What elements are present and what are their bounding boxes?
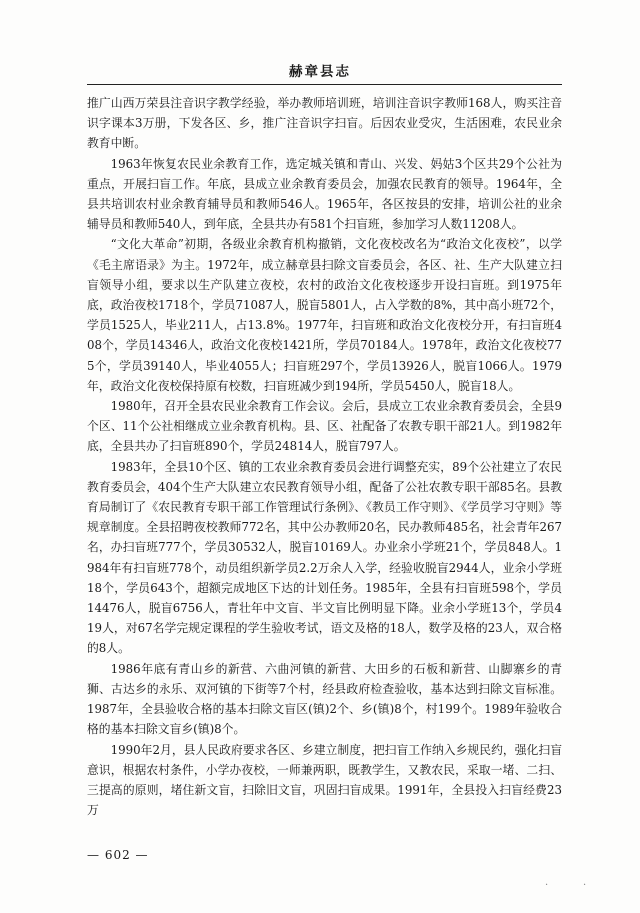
paragraph-cultural-revolution: “文化大革命”初期，各级业余教育机构撤销，文化夜校改名为“政治文化夜校”，以学《毛主席语录》为主。1972年，成立赫章县扫除文盲委员会，各区、社、生产大队建立扫盲领导小组，要求以生产队建立夜校，农村的政治文化夜校逐步开设扫盲班。到1975年底，政治夜校1718个，学员71087人，脱盲5801人，占入学数的8%，其中高小班72个，学员1525人，毕业211人，占13.8%。1977年，扫盲班和政治文化夜校分开，有扫盲班408个，学员14346人，政治文化夜校1421所，学员70184人。1978年，政治文化夜校775个，学员39140人，毕业4055人；扫盲班297个，学员13926人，脱盲1066人。1979年，政治文化夜校保持原有校数，扫盲班减少到194所，学员5450人，脱盲18人。 — [87, 237, 562, 393]
running-header-title: 赫章县志 — [289, 64, 351, 80]
scan-speck: · — [545, 880, 549, 891]
scan-speck: · — [583, 880, 587, 891]
paragraph-1990: 1990年2月，县人民政府要求各区、乡建立制度，把扫盲工作纳入乡规民约，强化扫盲意识，根据农村条件，小学办夜校，一师兼两职，既教学生，又教农民，采取一堵、二扫、三提高的原则，堵住新文盲，扫除旧文盲，巩固扫盲成果。1991年，全县投入扫盲经费23万 — [87, 742, 562, 818]
paragraph-1963: 1963年恢复农民业余教育工作，选定城关镇和青山、兴发、妈姑3个区共29个公社为重点，开展扫盲工作。年底，县成立业余教育委员会，加强农民教育的领导。1964年，全县共培训农村业余教育辅导员和教师546人。1965年，各区按县的安排，培训公社的业余辅导员和教师540人，到年底，全县共办有581个扫盲班，参加学习人数11208人。 — [87, 156, 562, 232]
body-text — [87, 93, 562, 820]
paragraph-1980: 1980年，召开全县农民业余教育工作会议。会后，县成立工农业余教育委员会，全县9个区、11个公社相继成立业余教育机构。县、区、社配备了农教专职干部21人。到1982年底，全县共办了扫盲班890个，学员24814人，脱盲797人。 — [87, 399, 562, 454]
paragraph-1986: 1986年底有青山乡的新营、六曲河镇的新营、大田乡的石板和新营、山脚寨乡的青狮、古达乡的永乐、双河镇的下街等7个村，经县政府检查验收，基本达到扫除文盲标准。1987年，全县验收合格的基本扫除文盲区(镇)2个、乡(镇)8个，村199个。1989年验收合格的基本扫除文盲乡(镇)8个。 — [87, 661, 562, 737]
paragraph-1983: 1983年，全县10个区、镇的工农业余教育委员会进行调整充实，89个公社建立了农民教育委员会，404个生产大队建立农民教育领导小组，配备了公社农教专职干部85名。县教育局制订了《农民教育专职干部工作管理试行条例》、《教员工作守则》、《学员学习守则》等规章制度。全县招聘夜校教师772名，其中公办教师20名，民办教师485名，社会青年267名，办扫盲班777个，学员30532人，脱盲10169人。办业余小学班21个，学员848人。1984年有扫盲班778个，动员组织新学员2.2万余人入学，经验收脱盲2944人，业余小学班18个，学员643个，超额完成地区下达的计划任务。1985年，全县有扫盲班598个，学员14476人，脱盲6756人，青壮年中文盲、半文盲比例明显下降。业余小学班13个，学员419人，对67名学完规定课程的学生验收考试，语文及格的18人，数学及格的23人，双合格的8人。 — [87, 459, 562, 656]
paragraph-continuation: 推广山西万荣县注音识字教学经验，举办教师培训班，培训注音识字教师168人，购买注音识字课本3万册，下发各区、乡，推广注音识字扫盲。后因农业受灾，生活困难，农民业余教育中断。 — [87, 96, 562, 151]
header-rule — [87, 84, 562, 85]
page-number: — 602 — — [87, 848, 149, 862]
